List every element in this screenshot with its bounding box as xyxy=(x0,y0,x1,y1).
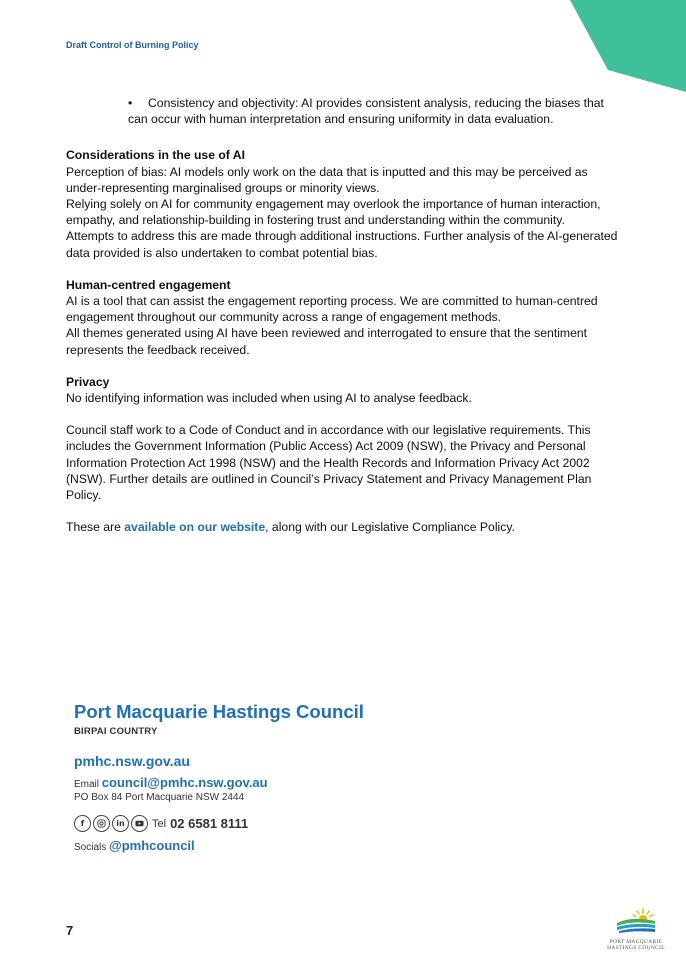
conduct-section xyxy=(66,422,626,503)
section-heading: Considerations in the use of AI xyxy=(66,148,245,163)
paragraph: All themes generated using AI have been reviewed and interrogated to ensure that the sentiment represents the feedback received. xyxy=(66,326,588,357)
document-title: Draft Control of Burning Policy xyxy=(66,40,199,50)
section-heading: Human-centred engagement xyxy=(66,277,231,292)
corner-accent-shape xyxy=(566,0,686,92)
logo-text-line2: HASTINGS COUNCIL xyxy=(607,945,665,951)
tel-label: Tel xyxy=(152,817,167,830)
paragraph: Perception of bias: AI models only work on the data that is inputted and this may be perceived as under-representing marginalised groups or minority views. xyxy=(66,164,588,195)
paragraph: Council staff work to a Code of Conduct and in accordance with our legislative requirements. This includes the Government Information (Public Access) Act 2009 (NSW), the Privacy and Personal Information Protection Act 1998 (NSW) and the Health Records and Information Privacy Act 2002 (NSW). Further details are outlined in Council’s Privacy Statement and Privacy Management Plan Policy. xyxy=(66,423,592,503)
postal-address: PO Box 84 Port Macquarie NSW 2444 xyxy=(74,792,245,803)
email-label: Email xyxy=(74,779,100,790)
country-label: BIRPAI COUNTRY xyxy=(74,726,158,737)
privacy-section xyxy=(66,374,626,406)
paragraph: AI is a tool that can assist the engagement reporting process. We are committed to human-centred engagement throughout our community across a range of engagement methods. xyxy=(66,294,598,325)
paragraph xyxy=(66,519,626,535)
bullet-dot-icon: • xyxy=(128,96,133,110)
availability-prefix: These are xyxy=(66,520,125,535)
social-phone-row xyxy=(74,815,474,832)
page-number: 7 xyxy=(66,923,74,938)
website-link[interactable]: pmhc.nsw.gov.au xyxy=(74,753,190,769)
facebook-icon[interactable]: f xyxy=(74,815,91,832)
email-link[interactable]: council@pmhc.nsw.gov.au xyxy=(101,775,268,790)
contact-footer xyxy=(74,700,474,853)
council-logo xyxy=(606,906,666,956)
socials-row xyxy=(74,838,474,853)
website-link[interactable]: available on our website xyxy=(124,520,266,535)
bullet-text: Consistency and objectivity: AI provides consistent analysis, reducing the biases that can occur with human interpretation and ensuring uniformity in data evaluation. xyxy=(128,96,604,127)
org-name: Port Macquarie Hastings Council xyxy=(74,701,364,722)
considerations-section xyxy=(66,147,626,260)
section-heading: Privacy xyxy=(66,374,110,389)
availability-suffix: , along with our Legislative Compliance Policy. xyxy=(265,520,515,535)
paragraph: Attempts to address this are made through additional instructions. Further analysis of the AI-generated data provided is also undertaken to combat potential bias. xyxy=(66,229,618,260)
logo-text-line1: PORT MACQUARIE xyxy=(609,939,663,945)
socials-label: Socials xyxy=(74,842,107,853)
paragraph: Relying solely on AI for community engagement may overlook the importance of human interaction, empathy, and relationship-building in fostering trust and understanding within the community. xyxy=(66,197,601,228)
availability-section xyxy=(66,519,626,535)
linkedin-icon[interactable]: in xyxy=(112,815,129,832)
youtube-icon[interactable] xyxy=(131,815,148,832)
instagram-icon[interactable] xyxy=(93,815,110,832)
bullet-item xyxy=(66,95,626,127)
phone-number[interactable]: 02 6581 8111 xyxy=(170,816,249,831)
socials-handle[interactable]: @pmhcouncil xyxy=(109,838,195,853)
paragraph: No identifying information was included when using AI to analyse feedback. xyxy=(66,391,472,406)
page-content xyxy=(66,95,626,551)
human-centred-section xyxy=(66,277,626,358)
email-row xyxy=(74,775,474,790)
council-logo-icon xyxy=(611,906,661,934)
